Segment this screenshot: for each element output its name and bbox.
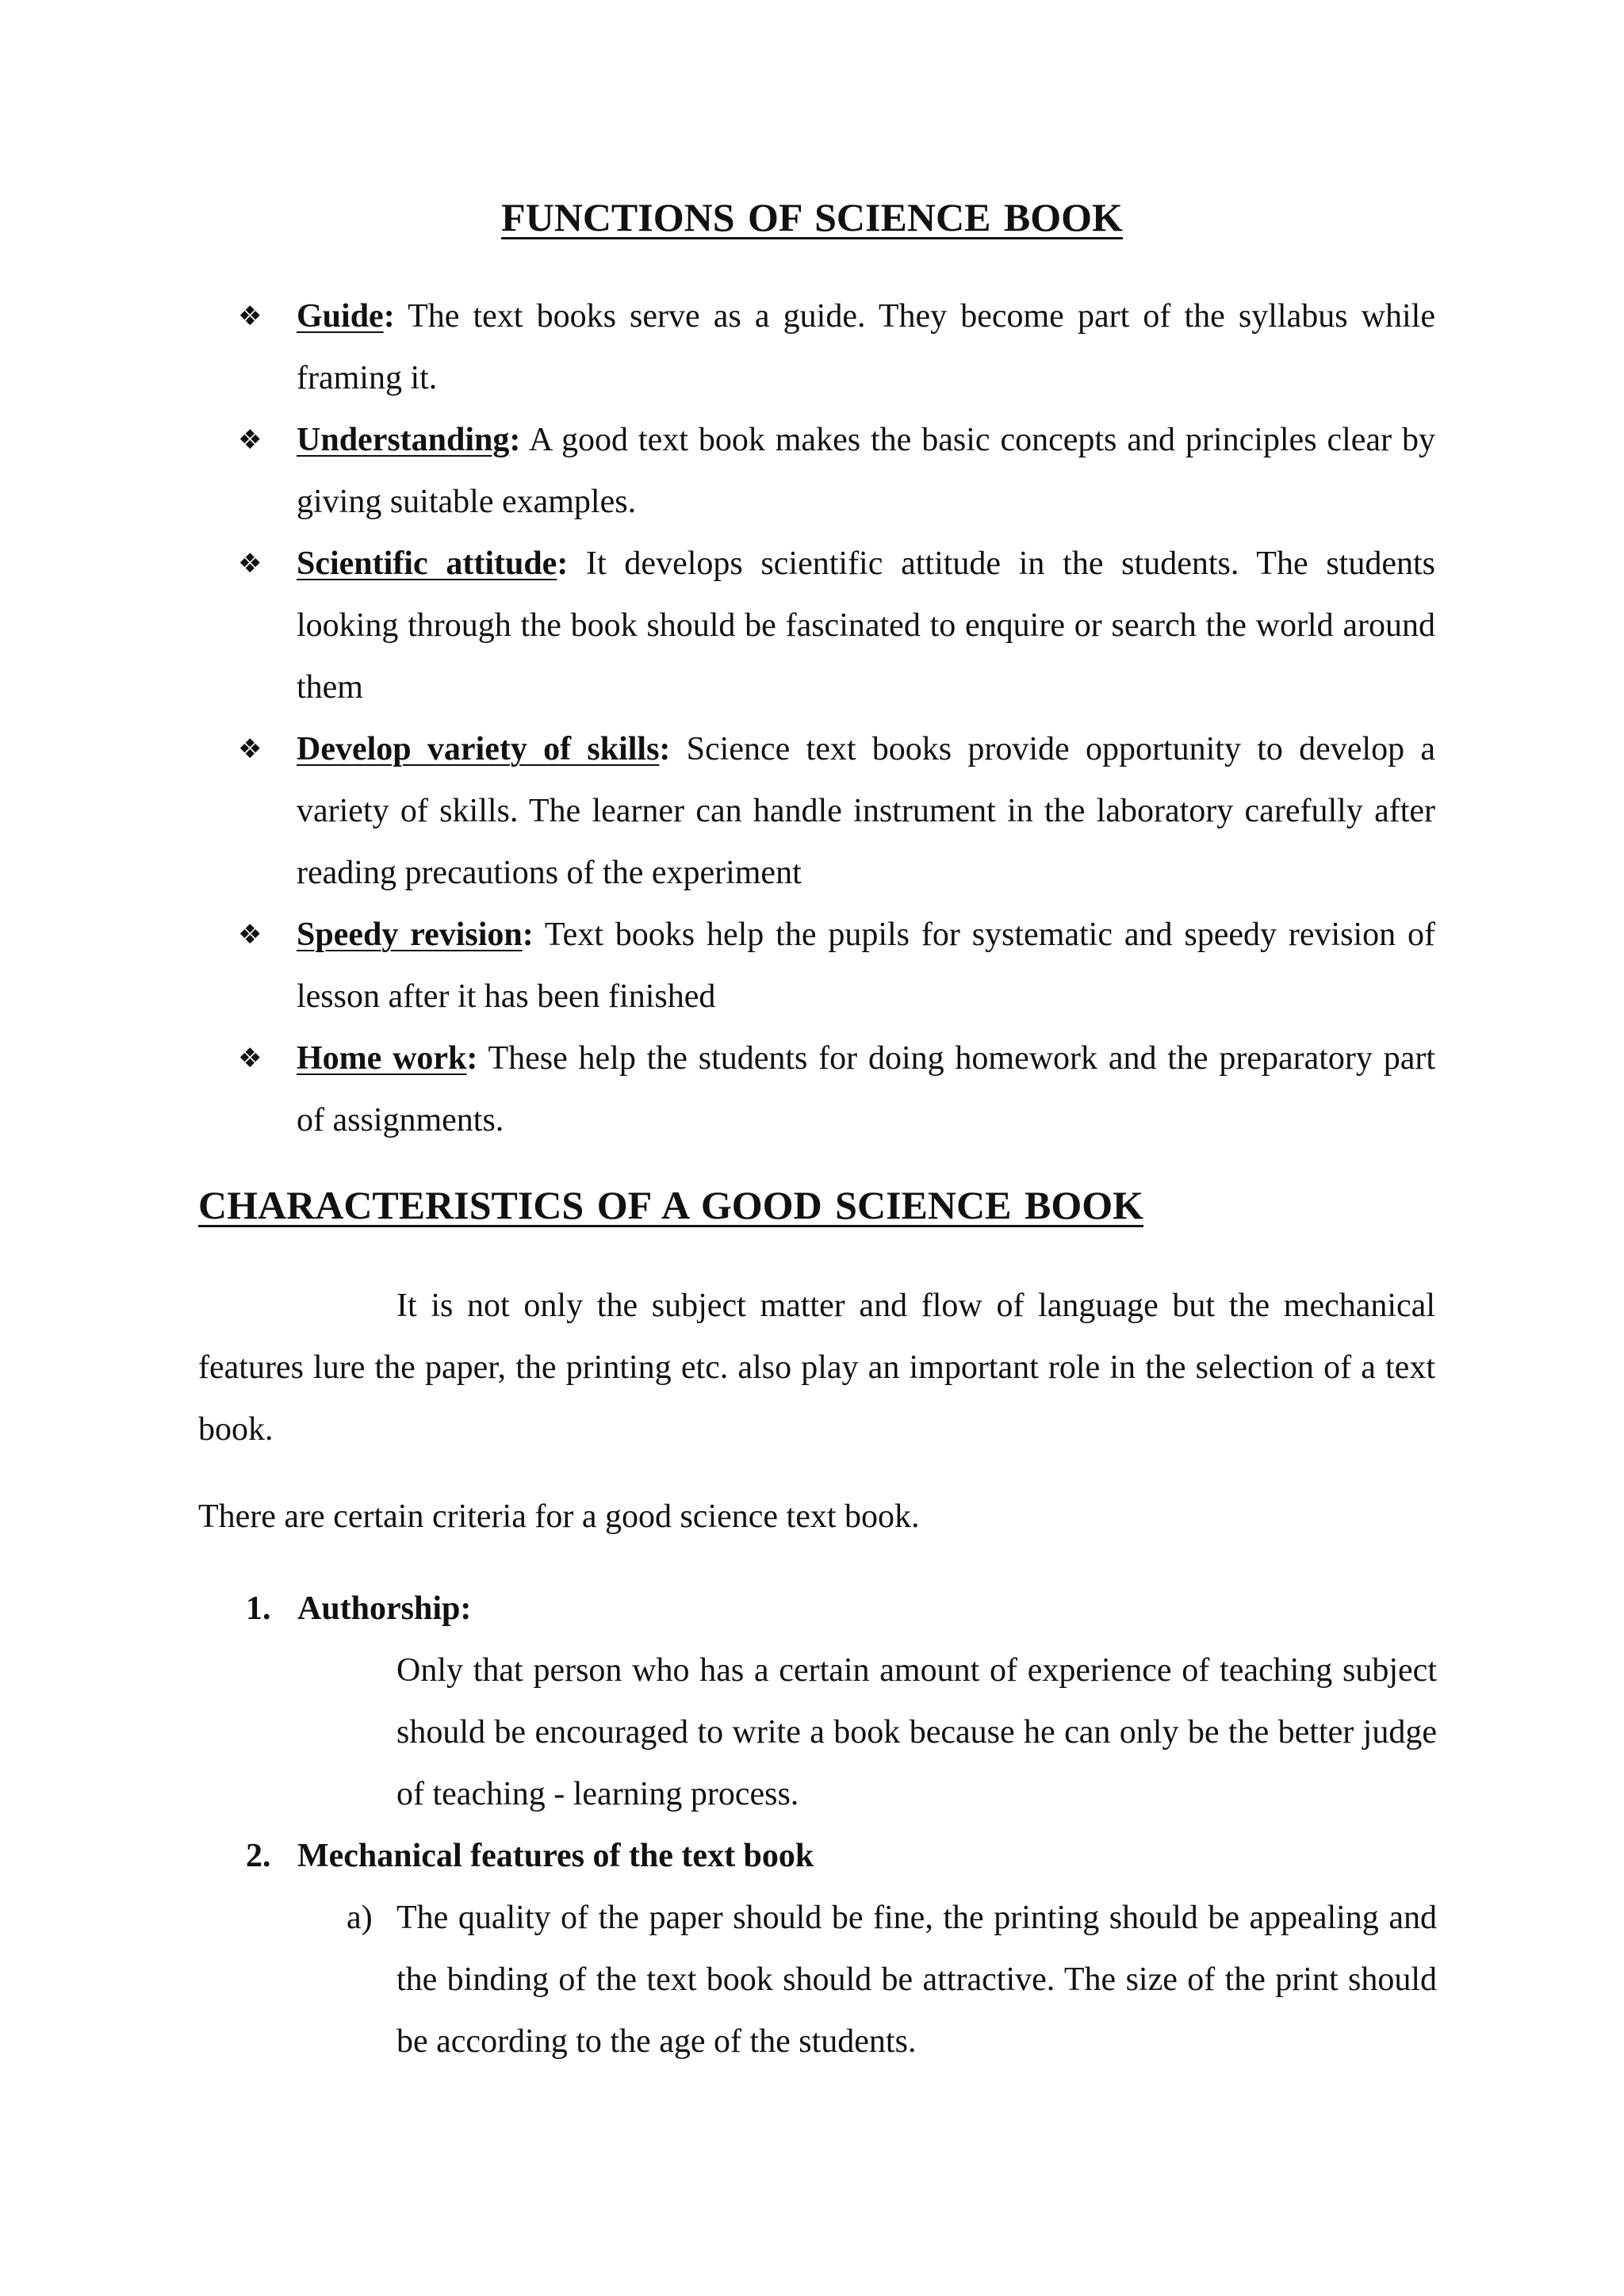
diamond-bullet-icon: ❖: [238, 424, 262, 456]
item-text: A good text book makes the basic concepts and principles clear by giving suitable examples.: [297, 422, 1435, 520]
item-term: Develop variety of skills: [297, 731, 660, 767]
list-item: [198, 1578, 1437, 1825]
criteria-list: [198, 1578, 1437, 2072]
diamond-bullet-icon: ❖: [238, 919, 262, 951]
item-term: Scientific attitude: [297, 545, 557, 582]
item-text: Science text books provide opportunity to develop a variety of skills. The learner can handle instrument in the laboratory carefully after reading precautions of the experiment: [297, 731, 1435, 891]
item-number: 1.: [246, 1590, 271, 1627]
item-heading: Authorship:: [297, 1590, 472, 1627]
list-item: ❖ Understanding: A good text book makes the basic concepts and principles clear by giving suitable examples.: [238, 409, 1435, 533]
item-heading: Mechanical features of the text book: [297, 1838, 814, 1874]
list-item: ❖ Scientific attitude: It develops scientific attitude in the students. The students looking through the book should be fascinated to enquire or search the world around them: [238, 533, 1435, 718]
sub-item-text: The quality of the paper should be fine, the printing should be appealing and the binding of the text book should be attractive. The size of the print should be according to the age of the students.: [396, 1900, 1437, 2060]
item-text: These help the students for doing homework and the preparatory part of assignments.: [297, 1040, 1435, 1138]
list-item: [198, 1825, 1437, 2072]
functions-list: [238, 285, 1435, 1151]
intro-paragraph: It is not only the subject matter and flow of language but the mechanical features lure the paper, the printing etc. also play an important role in the selection of a text book.: [198, 1288, 1435, 1448]
item-term: Understanding: [297, 422, 510, 458]
diamond-bullet-icon: ❖: [238, 300, 262, 332]
diamond-bullet-icon: ❖: [238, 548, 262, 580]
criteria-line: There are certain criteria for a good science text book.: [198, 1498, 920, 1535]
item-text: It develops scientific attitude in the students. The students looking through the book should be fascinated to enquire or search the world around them: [297, 545, 1435, 706]
list-item: ❖ Home work: These help the students for doing homework and the preparatory part of assignments.: [238, 1027, 1435, 1151]
list-item: ❖ Guide: The text books serve as a guide. They become part of the syllabus while framing it.: [238, 285, 1435, 409]
item-term: Home work: [297, 1040, 467, 1077]
sub-item-letter: a): [347, 1900, 373, 1936]
item-term: Guide: [297, 298, 384, 335]
item-body: Only that person who has a certain amount of experience of teaching subject should be encouraged to write a book because he can only be the better judge of teaching - learning process.: [396, 1652, 1437, 1812]
item-text: Text books help the pupils for systematic and speedy revision of lesson after it has been finished: [297, 916, 1435, 1015]
section-title-functions: FUNCTIONS OF SCIENCE BOOK: [501, 195, 1123, 239]
diamond-bullet-icon: ❖: [238, 1043, 262, 1074]
list-item: ❖ Develop variety of skills: Science text books provide opportunity to develop a variety of skills. The learner can handle instrument in the laboratory carefully after reading precautions of the experiment: [238, 718, 1435, 904]
item-term: Speedy revision: [297, 916, 523, 953]
section-title-characteristics: CHARACTERISTICS OF A GOOD SCIENCE BOOK: [198, 1183, 1143, 1227]
item-number: 2.: [246, 1838, 271, 1874]
diamond-bullet-icon: ❖: [238, 733, 262, 765]
sub-list-item: [297, 1887, 1437, 2072]
list-item: ❖ Speedy revision: Text books help the pupils for systematic and speedy revision of lesson after it has been finished: [238, 904, 1435, 1027]
item-text: The text books serve as a guide. They become part of the syllabus while framing it.: [297, 298, 1435, 396]
